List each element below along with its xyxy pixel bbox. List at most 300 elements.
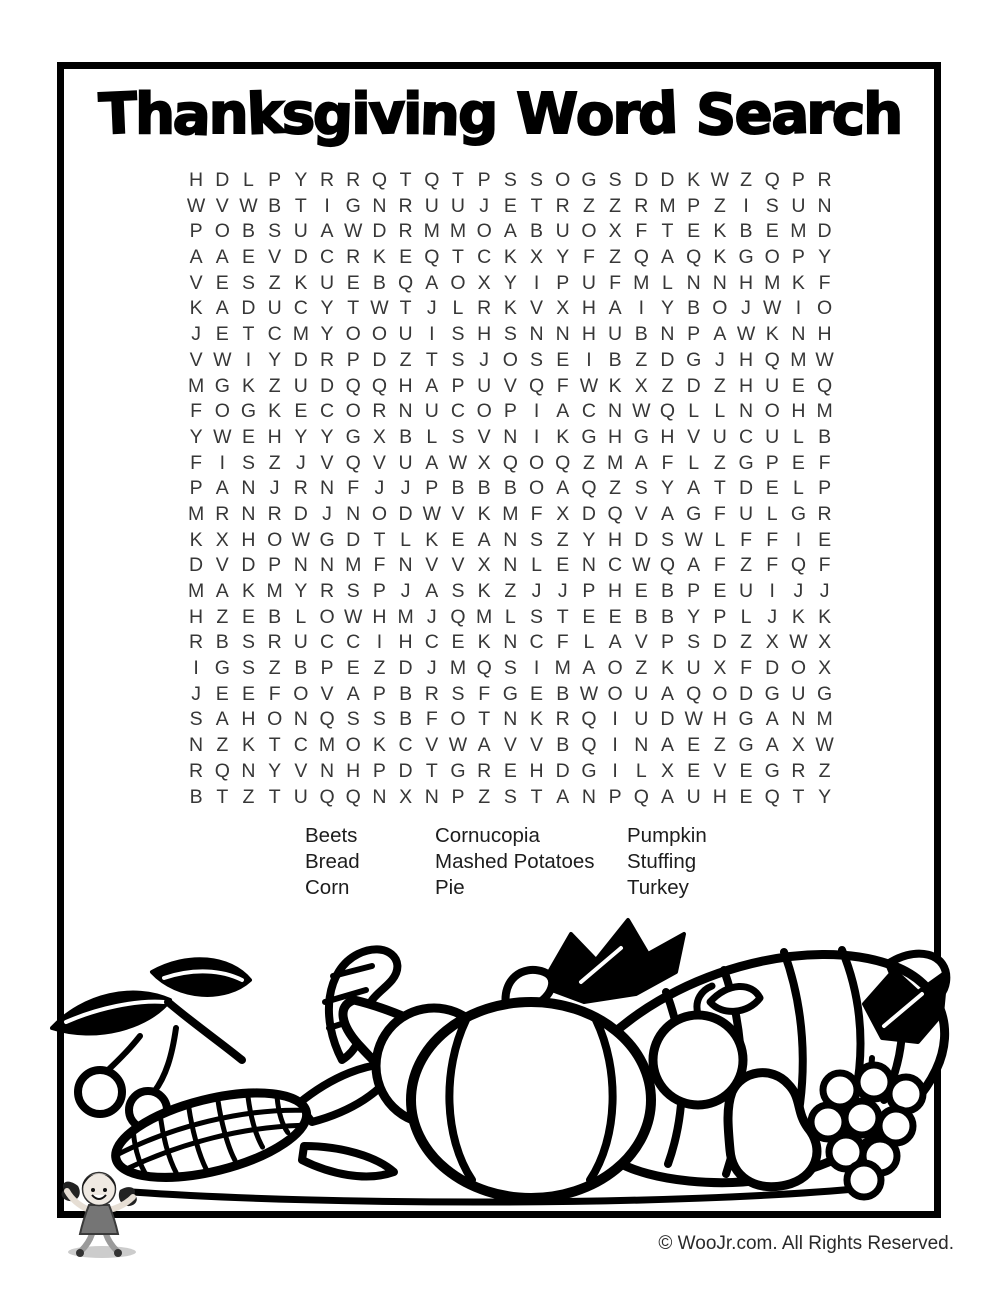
grid-letter: U [634, 708, 649, 731]
grid-letter: J [479, 194, 490, 217]
grid-letter: Y [818, 246, 832, 269]
grid-letter: F [818, 451, 831, 474]
grid-letter: Y [582, 528, 596, 551]
grid-letter: W [736, 323, 756, 346]
grid-letter: A [556, 400, 570, 423]
grid-letter: L [400, 528, 412, 551]
grid-letter: A [215, 297, 229, 320]
grid-letter: B [215, 631, 229, 654]
grid-letter: C [738, 425, 754, 448]
grid-letter: C [477, 246, 492, 269]
word-item: Pumpkin [627, 824, 707, 847]
title-letter: d [636, 81, 678, 148]
grid-letter: Q [764, 169, 780, 191]
grid-letter: Q [345, 374, 361, 397]
grid-letter: P [687, 194, 701, 217]
grid-letter: Q [371, 374, 387, 397]
grid-letter: N [712, 271, 727, 294]
grid-letter: O [450, 271, 466, 294]
grid-letter: P [687, 580, 701, 602]
grid-letter: M [790, 220, 807, 243]
grid-letter: X [477, 271, 491, 294]
grid-letter: M [502, 502, 519, 525]
grid-letter: S [503, 657, 517, 680]
grid-letter: X [608, 220, 622, 243]
grid-letter: X [660, 759, 674, 782]
grid-letter: N [319, 554, 335, 577]
grid-letter: G [686, 348, 702, 371]
grid-letter: V [530, 734, 544, 757]
grid-letter: J [426, 657, 437, 680]
grid-letter: Q [476, 657, 492, 680]
grid-letter: F [347, 477, 360, 500]
grid-letter: W [239, 194, 258, 217]
grid-letter: G [686, 502, 702, 525]
grid-letter: P [372, 580, 386, 602]
grid-letter: W [186, 194, 206, 217]
grid-letter: D [581, 502, 596, 525]
grid-letter: T [530, 785, 543, 808]
grid-letter: Q [659, 554, 676, 577]
grid-letter: H [398, 374, 413, 397]
grid-letter: F [818, 554, 831, 577]
grid-letter: E [556, 348, 570, 371]
grid-letter: V [451, 502, 465, 525]
title-letter: g [458, 82, 497, 147]
grid-letter: L [243, 169, 254, 191]
grid-letter: N [241, 759, 256, 782]
grid-letter: N [319, 477, 335, 500]
grid-letter: I [612, 708, 618, 731]
grid-letter: G [581, 759, 597, 782]
grid-letter: C [267, 323, 282, 346]
grid-letter: D [817, 220, 832, 243]
grid-letter: Z [504, 580, 517, 602]
grid-row [183, 194, 838, 220]
grid-letter: E [451, 631, 465, 654]
grid-letter: K [503, 246, 517, 269]
grid-letter: D [293, 246, 308, 269]
grid-letter: P [765, 451, 779, 474]
grid-letter: W [213, 425, 232, 448]
grid-letter: S [503, 785, 517, 808]
grid-letter: T [661, 220, 674, 243]
grid-letter: N [503, 528, 518, 551]
grid-letter: H [608, 425, 623, 448]
grid-letter: W [632, 400, 651, 423]
grid-letter: L [688, 451, 700, 474]
grid-letter: E [451, 528, 465, 551]
grid-letter: V [530, 297, 544, 320]
grid-letter: O [476, 400, 492, 423]
grid-letter: G [502, 682, 518, 705]
grid-letter: Q [764, 348, 780, 371]
grid-letter: E [556, 554, 570, 577]
grid-letter: K [189, 528, 203, 551]
grid-letter: T [268, 734, 281, 757]
grid-letter: Z [268, 451, 281, 474]
grid-row [183, 168, 838, 194]
grid-letter: H [608, 528, 623, 551]
grid-letter: P [660, 631, 674, 654]
grid-letter: Y [294, 580, 308, 602]
grid-letter: R [424, 682, 439, 705]
grid-letter: N [634, 734, 649, 757]
grid-letter: U [765, 374, 780, 397]
grid-letter: D [293, 502, 308, 525]
grid-letter: G [581, 425, 597, 448]
grid-letter: A [477, 734, 491, 757]
word-list-column [305, 823, 435, 901]
word-list [305, 823, 707, 901]
grid-letter: E [791, 451, 805, 474]
grid-letter: P [268, 169, 282, 191]
grid-letter: D [660, 348, 675, 371]
grid-letter: O [764, 400, 780, 423]
grid-letter: K [372, 734, 386, 757]
grid-letter: G [345, 194, 361, 217]
grid-letter: W [632, 554, 651, 577]
grid-letter: A [425, 451, 439, 474]
grid-letter: S [765, 194, 779, 217]
grid-letter: G [738, 451, 754, 474]
grid-letter: T [425, 348, 438, 371]
grid-letter: A [189, 246, 203, 269]
grid-letter: I [376, 631, 383, 654]
grid-letter: N [581, 554, 596, 577]
grid-letter: O [345, 323, 361, 346]
grid-letter: S [503, 169, 517, 191]
grid-letter: W [448, 734, 468, 757]
grid-letter: B [189, 785, 203, 808]
grid-row [183, 682, 838, 708]
grid-letter: Y [687, 605, 701, 628]
grid-letter: T [216, 785, 229, 808]
grid-letter: H [372, 605, 387, 628]
grid-letter: E [739, 785, 753, 808]
grid-letter: J [269, 477, 280, 500]
grid-letter: E [713, 580, 727, 602]
grid-letter: I [533, 425, 540, 448]
grid-letter: V [477, 425, 491, 448]
grid-letter: B [530, 220, 544, 243]
grid-letter: L [295, 605, 307, 628]
grid-letter: J [322, 502, 332, 525]
grid-letter: O [214, 220, 230, 243]
grid-letter: G [319, 528, 335, 551]
grid-letter: O [345, 400, 361, 423]
grid-letter: N [293, 554, 308, 577]
grid-letter: S [530, 169, 544, 191]
grid-letter: O [267, 708, 283, 731]
grid-letter: U [267, 297, 282, 320]
grid-letter: P [425, 477, 439, 500]
grid-letter: Q [790, 554, 806, 577]
grid-letter: N [293, 708, 308, 731]
grid-letter: E [791, 374, 805, 397]
grid-letter: E [503, 194, 517, 217]
grid-letter: V [372, 451, 386, 474]
word-item: Stuffing [627, 850, 697, 873]
grid-letter: A [687, 554, 701, 577]
grid-letter: U [319, 271, 335, 294]
grid-letter: R [319, 580, 335, 602]
grid-row [183, 476, 838, 502]
title-letter: r [806, 82, 832, 147]
grid-row [183, 656, 838, 682]
grid-letter: B [451, 477, 465, 500]
grid-letter: U [608, 323, 623, 346]
grid-letter: S [241, 631, 255, 654]
grid-letter: Z [478, 785, 491, 808]
grid-letter: Z [713, 451, 726, 474]
grid-letter: N [241, 502, 256, 525]
grid-letter: M [187, 502, 205, 525]
grid-letter: N [555, 323, 570, 346]
grid-letter: Y [556, 246, 570, 269]
grid-letter: B [503, 477, 517, 500]
grid-letter: M [816, 708, 833, 731]
grid-letter: I [533, 657, 540, 680]
grid-letter: D [189, 554, 204, 577]
grid-letter: Y [268, 759, 282, 782]
grid-letter: W [370, 297, 389, 320]
title-letter: i [351, 82, 369, 147]
grid-letter: T [425, 759, 438, 782]
grid-letter: R [267, 502, 282, 525]
grid-letter: Q [502, 451, 518, 474]
grid-letter: R [634, 194, 649, 217]
grid-letter: Z [609, 477, 622, 500]
grid-letter: G [764, 682, 780, 705]
grid-letter: V [503, 734, 517, 757]
grid-letter: K [425, 528, 439, 551]
grid-letter: X [818, 631, 832, 654]
grid-letter: S [268, 220, 282, 243]
grid-letter: L [426, 425, 438, 448]
grid-letter: W [213, 348, 232, 371]
grid-letter: H [241, 708, 256, 731]
grid-letter: S [372, 708, 386, 731]
grid-letter: Q [345, 451, 361, 474]
grid-letter: P [503, 400, 517, 423]
title-letter: S [695, 82, 736, 149]
grid-letter: O [371, 502, 387, 525]
grid-letter: L [766, 502, 778, 525]
grid-letter: T [452, 246, 464, 269]
word-list-column [627, 823, 707, 901]
grid-letter: P [556, 271, 570, 294]
grid-letter: B [608, 348, 622, 371]
grid-letter: A [215, 477, 229, 500]
grid-letter: H [738, 374, 754, 397]
grid-letter: E [582, 605, 596, 628]
grid-letter: Q [686, 682, 702, 705]
grid-letter: Y [320, 425, 334, 448]
grid-letter: F [373, 554, 386, 577]
grid-letter: W [763, 297, 782, 320]
grid-letter: Z [216, 734, 229, 757]
grid-letter: E [241, 246, 255, 269]
grid-letter: B [556, 734, 570, 757]
grid-letter: P [791, 169, 805, 191]
grid-letter: R [372, 400, 387, 423]
grid-letter: V [713, 759, 727, 782]
grid-letter: G [790, 502, 806, 525]
grid-letter: K [765, 323, 779, 346]
grid-letter: Z [556, 528, 569, 551]
grid-letter: W [815, 348, 834, 371]
grid-letter: S [241, 657, 255, 680]
grid-letter: O [450, 708, 466, 731]
grid-letter: T [530, 194, 543, 217]
grid-letter: O [581, 220, 597, 243]
grid-letter: N [503, 554, 518, 577]
grid-letter: K [713, 246, 727, 269]
grid-letter: R [555, 708, 570, 731]
grid-letter: B [477, 477, 491, 500]
grid-letter: C [450, 400, 466, 423]
grid-letter: K [503, 297, 517, 320]
grid-letter: D [215, 169, 230, 191]
grid-letter: G [738, 246, 754, 269]
grid-letter: R [267, 631, 282, 654]
grid-letter: Z [242, 785, 255, 808]
grid-letter: V [268, 246, 282, 269]
grid-letter: N [398, 400, 413, 423]
grid-letter: N [791, 708, 806, 731]
grid-letter: D [372, 348, 387, 371]
grid-letter: K [268, 400, 282, 423]
grid-letter: F [425, 708, 438, 731]
grid-letter: T [268, 785, 281, 808]
grid-letter: H [608, 580, 623, 602]
grid-row [183, 451, 838, 477]
grid-letter: M [633, 271, 650, 294]
title-letter: W [516, 82, 577, 147]
grid-letter: A [503, 220, 517, 243]
grid-letter: Z [268, 657, 281, 680]
grid-letter: Q [659, 400, 676, 423]
word-search-grid [183, 168, 838, 810]
grid-letter: X [399, 785, 413, 808]
grid-letter: G [738, 708, 754, 731]
grid-letter: H [241, 528, 256, 551]
grid-letter: L [531, 554, 542, 577]
grid-letter: Z [268, 374, 281, 397]
grid-letter: A [215, 246, 229, 269]
grid-letter: L [792, 425, 804, 448]
grid-letter: V [634, 631, 648, 654]
grid-letter: D [738, 682, 754, 705]
grid-letter: X [477, 451, 491, 474]
grid-letter: D [555, 759, 570, 782]
grid-row [183, 322, 838, 348]
grid-letter: B [556, 682, 570, 705]
grid-letter: D [319, 374, 335, 397]
grid-letter: H [346, 759, 361, 782]
grid-letter: A [634, 451, 648, 474]
grid-letter: D [241, 297, 256, 320]
grid-letter: R [817, 502, 832, 525]
grid-letter: D [660, 708, 675, 731]
grid-letter: N [241, 477, 256, 500]
grid-letter: B [268, 194, 282, 217]
grid-letter: N [503, 708, 518, 731]
grid-row [183, 245, 838, 271]
grid-letter: R [398, 220, 413, 243]
grid-letter: N [686, 271, 701, 294]
grid-letter: M [292, 323, 309, 346]
grid-row [183, 528, 838, 554]
grid-letter: M [449, 657, 467, 680]
grid-letter: O [607, 682, 623, 705]
title-letter: i [403, 82, 421, 147]
grid-letter: X [556, 297, 570, 320]
grid-letter: I [638, 297, 644, 320]
grid-letter: R [477, 297, 492, 320]
grid-letter: L [792, 477, 804, 500]
grid-letter: Q [319, 785, 335, 808]
grid-letter: U [293, 785, 308, 808]
grid-letter: E [215, 271, 229, 294]
grid-letter: C [319, 400, 335, 423]
grid-letter: F [190, 451, 203, 474]
grid-letter: S [530, 348, 544, 371]
grid-letter: P [791, 246, 805, 269]
grid-letter: A [765, 734, 779, 757]
grid-letter: H [817, 323, 832, 346]
grid-letter: J [557, 580, 568, 602]
grid-letter: H [529, 759, 544, 782]
grid-letter: W [684, 528, 703, 551]
grid-letter: N [398, 554, 413, 577]
grid-row [183, 502, 838, 528]
grid-letter: V [687, 425, 701, 448]
grid-letter: O [293, 682, 309, 705]
grid-letter: F [190, 400, 203, 423]
grid-letter: K [294, 271, 308, 294]
grid-letter: S [189, 708, 203, 731]
grid-letter: K [241, 734, 255, 757]
grid-letter: W [422, 502, 441, 525]
grid-letter: E [530, 682, 544, 705]
grid-letter: H [267, 425, 282, 448]
grid-letter: P [346, 348, 360, 371]
grid-letter: D [398, 502, 413, 525]
grid-letter: N [503, 631, 518, 654]
grid-letter: U [293, 374, 308, 397]
grid-letter: M [790, 348, 807, 371]
grid-letter: C [293, 297, 308, 320]
grid-letter: Y [294, 169, 308, 191]
grid-letter: B [372, 271, 386, 294]
grid-letter: J [479, 348, 490, 371]
grid-letter: N [791, 323, 806, 346]
grid-letter: K [687, 169, 701, 191]
grid-letter: L [504, 605, 516, 628]
grid-letter: O [764, 246, 780, 269]
grid-row [183, 219, 838, 245]
grid-letter: U [712, 425, 727, 448]
girl-mascot [56, 1160, 150, 1260]
grid-letter: M [423, 220, 440, 243]
grid-letter: E [687, 734, 701, 757]
grid-letter: X [556, 502, 570, 525]
grid-letter: G [240, 400, 257, 423]
grid-letter: M [554, 657, 571, 680]
grid-letter: B [818, 425, 832, 448]
